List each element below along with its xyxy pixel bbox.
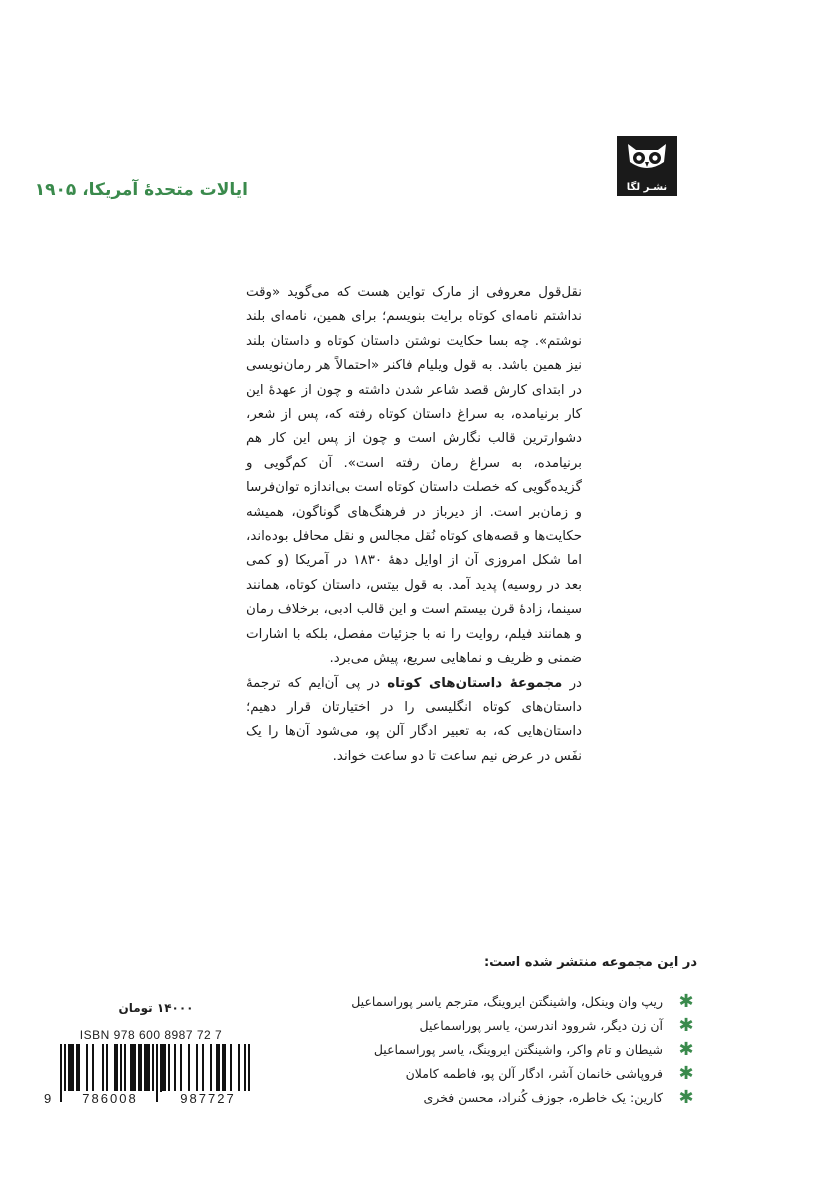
barcode-bar <box>230 1044 232 1092</box>
paragraph-2-start: در <box>562 675 582 691</box>
barcode-bar <box>188 1044 190 1092</box>
list-item <box>257 990 697 1014</box>
book-title: کارین: یک خاطره <box>572 1090 663 1105</box>
barcode-bar <box>146 1044 148 1092</box>
barcode-bar <box>78 1044 80 1092</box>
barcode-bar <box>72 1044 74 1092</box>
barcode-bar <box>76 1044 78 1092</box>
barcode-bar <box>238 1044 240 1092</box>
description-paragraph-1: نقل‌قول معروفی از مارک تواین هست که می‌گوید «وقت نداشتم نامه‌ای کوتاه برایت بنویسم؛ برای همین، نامه‌ای بلند نوشتم». چه بسا حکایت نوشتن داستان کوتاه و داستان بلند نیز همین باشد. به قول ویلیام فاکنر «احتمالاً هر رمان‌نویسی در ابتدای کارش قصد شاعر شدن داشته و چون از عهدهٔ این کار برنیامده، به سراغ داستان کوتاه رفته که، پس از شعر، دشوارترین قالب نگارش است و چون از پس این کار هم برنیامده، به سراغ رمان رفته است». آن کم‌گویی و گزیده‌گویی که خصلت داستان کوتاه است بی‌اندازه توان‌فرسا و زمان‌بر است. از دیرباز در فرهنگ‌های گوناگون، همیشه حکایت‌ها و قصه‌های کوتاه نُقل مجالس و نقل محافل بوده‌اند، اما شکل امروزی آن از اوایل دههٔ ۱۸۳۰ در آمریکا (و کمی بعد در روسیه) پدید آمد. به قول بیتس، داستان کوتاه، همانند سینما، زادهٔ قرن بیستم است و این قالب ادبی، برخلاف رمان و همانند فیلم، روایت را نه با جزئیات مفصل، بلکه با اشارات ضمنی و ظریف و نماهایی سریع، پیش می‌برد. <box>246 285 582 667</box>
barcode-bar <box>130 1044 132 1092</box>
barcode-right-digits: 987727 <box>162 1091 254 1106</box>
book-title: آن زن دیگر <box>604 1018 663 1033</box>
book-entry <box>420 1014 664 1038</box>
barcode-bar <box>86 1044 88 1092</box>
asterisk-icon: ✱ <box>678 1039 694 1060</box>
series-heading: در این مجموعه منتشر شده است: <box>483 955 697 970</box>
barcode-bar <box>106 1044 108 1092</box>
barcode-bar <box>92 1044 94 1092</box>
barcode-digits <box>44 1090 258 1106</box>
barcode-left-digits: 786008 <box>64 1091 156 1106</box>
series-name: مجموعهٔ داستان‌های کوتاه <box>387 675 563 691</box>
barcode-bar <box>102 1044 104 1092</box>
publisher-logo <box>617 136 677 196</box>
book-credits: ، واشینگتن ایروینگ، مترجم یاسر پوراسماعیل <box>351 994 585 1009</box>
book-credits: ، ادگار آلن پو، فاطمه کاملان <box>405 1066 552 1081</box>
barcode-bar <box>160 1044 162 1092</box>
barcode-bar <box>180 1044 182 1092</box>
barcode-bar <box>116 1044 118 1092</box>
book-credits: ، جوزف کُنراد، محسن فخری <box>423 1090 573 1105</box>
list-item <box>257 1038 697 1062</box>
list-item <box>257 1014 697 1038</box>
asterisk-icon: ✱ <box>678 1063 694 1084</box>
list-item <box>257 1062 697 1086</box>
barcode-bar <box>218 1044 220 1092</box>
barcode-bar <box>138 1044 140 1092</box>
barcode-bar <box>216 1044 218 1092</box>
barcode-bar <box>70 1044 72 1092</box>
barcode-bar <box>196 1044 198 1092</box>
book-credits: ، شروود اندرسن، یاسر پوراسماعیل <box>419 1018 605 1033</box>
description-paragraph-2 <box>246 672 582 770</box>
barcode-bar <box>132 1044 134 1092</box>
book-title: ریپ وان وینکل <box>584 994 663 1009</box>
barcode-bar <box>134 1044 136 1092</box>
barcode-bar <box>114 1044 116 1092</box>
isbn-label: ISBN 978 600 8987 72 7 <box>79 1028 223 1042</box>
barcode-bar <box>120 1044 122 1092</box>
barcode-bar <box>124 1044 126 1092</box>
barcode-bar <box>224 1044 226 1092</box>
barcode-bar <box>140 1044 142 1092</box>
publisher-name: نشـر لگا <box>626 182 668 193</box>
series-list <box>257 990 697 1110</box>
paragraph-2-end: در پی آن‌ایم که ترجمهٔ داستان‌های کوتاه انگلیسی را در اختیارتان قرار دهیم؛ داستان‌هایی که، به تعبیر ادگار آلن پو، می‌شود آن‌ها را یک نفَس در عرض نیم ساعت تا دو ساعت خواند. <box>246 675 582 764</box>
book-entry <box>423 1086 663 1110</box>
book-entry <box>374 1038 663 1062</box>
barcode-bar <box>202 1044 204 1092</box>
barcode-lead-digit: 9 <box>44 1091 58 1106</box>
barcode-bar <box>168 1044 170 1092</box>
asterisk-icon: ✱ <box>678 991 694 1012</box>
book-headline: ایالات متحدهٔ آمریکا، ۱۹۰۵ <box>34 180 248 200</box>
book-credits: ، واشینگتن ایروینگ، یاسر پوراسماعیل <box>373 1042 571 1057</box>
owl-icon <box>624 140 670 174</box>
barcode-bar <box>210 1044 212 1092</box>
barcode-bar <box>144 1044 146 1092</box>
barcode-bar <box>68 1044 70 1092</box>
book-description <box>246 281 582 769</box>
book-title: شیطان و تام واکر <box>570 1042 663 1057</box>
book-entry <box>406 1062 663 1086</box>
asterisk-icon: ✱ <box>678 1087 694 1108</box>
barcode-bar <box>164 1044 166 1092</box>
asterisk-icon: ✱ <box>678 1015 694 1036</box>
price-label: ۱۴۰۰۰ تومان <box>118 1001 194 1015</box>
book-entry <box>351 990 663 1014</box>
barcode-bar <box>174 1044 176 1092</box>
book-title: فروپاشی خانمان آشر <box>551 1066 663 1081</box>
list-item <box>257 1086 697 1110</box>
barcode-bar <box>222 1044 224 1092</box>
barcode-bar <box>148 1044 150 1092</box>
barcode-bar <box>162 1044 164 1092</box>
